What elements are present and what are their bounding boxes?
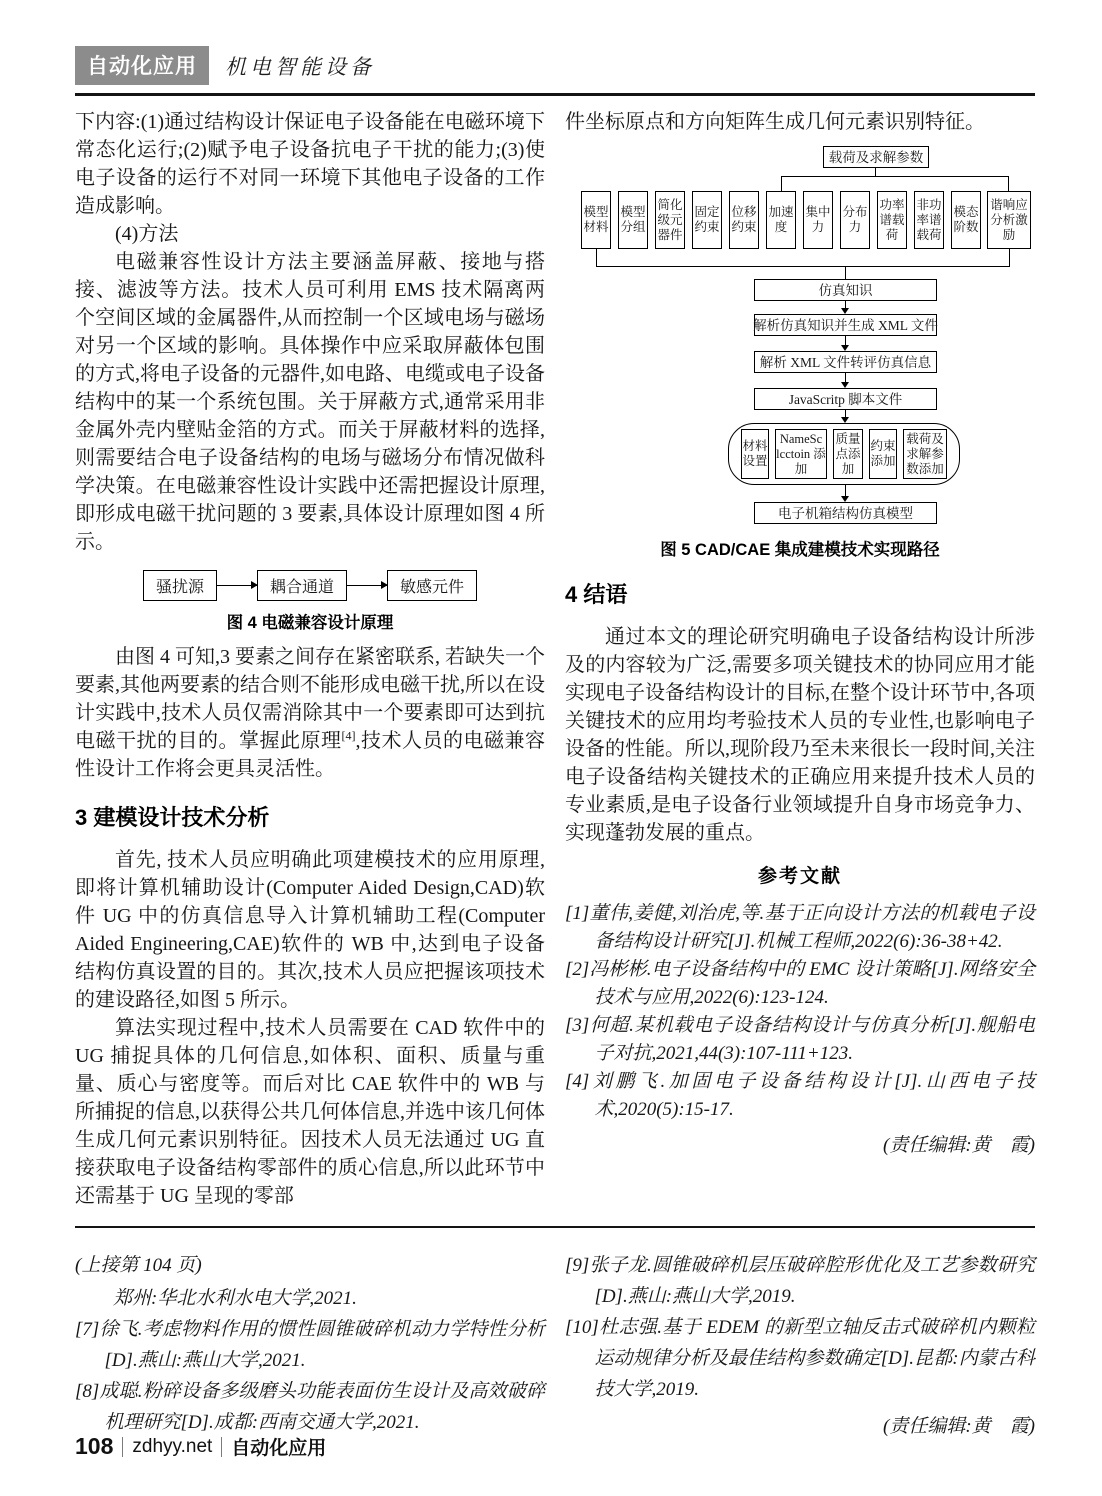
fig5-group-box: NameSc lcctoin 添加 (775, 429, 827, 479)
section-4-heading: 4 结语 (565, 582, 628, 607)
fig5-row-box: 模型分组 (618, 191, 648, 249)
paragraph: 件坐标原点和方向矩阵生成几何元素识别特征。 (565, 111, 985, 133)
fig5-row-box: 模型材料 (581, 191, 611, 249)
figure-5 (565, 144, 1035, 560)
fig5-group-box: 材料设置 (741, 429, 769, 479)
paragraph-text: 由图 4 可知,3 要素之间存在紧密联系, 若缺失一个要素,其他两要素的结合则不能形成电磁干扰,所以在设计实践中,技术人员仅需消除其中一个要素即可达到抗电磁干扰的目的。掌握此原理 (75, 646, 545, 752)
page-footer (75, 1433, 326, 1460)
fig5-row-box: 谐响应分析激励 (987, 191, 1031, 249)
arrow-right-icon (217, 585, 257, 586)
journal-website: zdhyy.net (132, 1435, 213, 1457)
fig5-row-box: 加速度 (766, 191, 796, 249)
fig5-box-parse-generate-xml: 解析仿真知识并生成 XML 文件 (754, 314, 937, 336)
right-column (565, 108, 1035, 1210)
figure-4-caption: 图 4 电磁兼容设计原理 (226, 614, 394, 632)
paragraph: 电磁兼容性设计方法主要涵盖屏蔽、接地与搭接、滤波等方法。技术人员可利用 EMS 技术隔离两个空间区域的金属器件,从而控制一个区域电场与磁场对另一个区域的影响。具体操作中应采取屏蔽体包围的方式,将电子设备的元器件,如电路、电缆或电子设备结构中的某一个系统包围。关于屏蔽方式,通常采用非金属外壳内壁贴金箔的方式。而关于屏蔽材料的选择,则需要结合电子设备结构的电场与磁场分布情况做科学决策。在电磁兼容性设计实践中还需把握设计原理, 即形成电磁干扰问题的 3 要素,具体设计原理如图 4 所示。 (75, 251, 545, 553)
figure-4-diagram (75, 570, 545, 601)
arrow-down-icon (845, 301, 846, 308)
fig5-box-load-solve-params: 载荷及求解参数 (823, 146, 929, 168)
fig5-row-box: 功率谱载荷 (877, 191, 907, 249)
reference-item: 郑州:华北水利水电大学,2021. (113, 1288, 357, 1309)
fig5-box-simulation-knowledge: 仿真知识 (754, 279, 937, 301)
continued-from-note: (上接第 104 页) (75, 1255, 202, 1276)
paragraph: 首先, 技术人员应明确此项建模技术的应用原理,即将计算机辅助设计(Computer Aided Design,CAD)软件 UG 中的仿真信息导入计算机辅助工程(Computer Aided Engineering,CAE)软件的 WB 中,达到电子设备结构仿真设置的目的。其次,技术人员应把握该项技术的建设路径,如图 5 所示。 (75, 849, 545, 1011)
editor-note: (责任编辑:黄 霞) (883, 1416, 1035, 1437)
figure-5-caption: 图 5 CAD/CAE 集成建模技术实现路径 (660, 541, 940, 559)
footer-divider (221, 1437, 222, 1457)
reference-item: [4]刘鹏飞.加固电子设备结构设计[J].山西电子技术,2020(5):15-17. (565, 1071, 1035, 1120)
fig5-box-chassis-simulation-model: 电子机箱结构仿真模型 (754, 502, 937, 524)
paragraph: (4)方法 (115, 223, 179, 245)
arrow-down-icon (845, 485, 846, 496)
fig5-connector (875, 168, 876, 176)
section-divider (75, 1226, 1035, 1228)
reference-item: [9]张子龙.圆锥破碎机层压破碎腔形优化及工艺参数研究[D].燕山:燕山大学,2019. (565, 1255, 1035, 1307)
arrow-down-icon (845, 373, 846, 382)
paragraph: 算法实现过程中,技术人员需要在 CAD 软件中的 UG 捕捉具体的几何信息,如体积、面积、质量与重量、质心与密度等。而后对比 CAE 软件中的 WB 与所捕捉的信息,以获得公共几何体信息,并选中该几何体生成几何元素识别特征。因技术人员无法通过 UG 直接获取电子设备结构零部件的质心信息,所以此环节中还需基于 UG 呈现的零部 (75, 1017, 545, 1207)
reference-item: [3]何超.某机载电子设备结构设计与仿真分析[J].舰船电子对抗,2021,44(3):107-111+123. (565, 1015, 1035, 1064)
reference-item: [1]董伟,姜健,刘治虎,等.基于正向设计方法的机载电子设备结构设计研究[J].机械工程师,2022(6):36-38+42. (565, 903, 1035, 952)
fig5-box-javascript-file: JavaScritp 脚本文件 (754, 388, 937, 410)
fig5-connector (1008, 176, 1009, 191)
figure-4 (75, 570, 545, 633)
fig5-connector (596, 266, 1010, 267)
main-content (75, 108, 1035, 1210)
fig5-rounded-group (728, 423, 960, 485)
fig5-connector (845, 266, 846, 279)
fig5-group-box: 约束添加 (869, 429, 897, 479)
editor-note: (责任编辑:黄 霞) (883, 1135, 1035, 1156)
fig5-row-box: 集中力 (803, 191, 833, 249)
paragraph: 下内容:(1)通过结构设计保证电子设备能在电磁环境下常态化运行;(2)赋予电子设备抗电子干扰的能力;(3)使电子设备的运行不对同一环境下其他电子设备的工作造成影响。 (75, 111, 545, 217)
paragraph (75, 643, 545, 783)
continued-right-column (565, 1250, 1035, 1438)
header-rule (75, 93, 1035, 96)
fig4-box-sensitive-component: 敏感元件 (387, 570, 477, 601)
arrow-down-icon (845, 410, 846, 417)
journal-badge: 自动化应用 (75, 46, 209, 85)
fig5-row-box: 简化级元器件 (655, 191, 685, 249)
reference-item: [8]成聪.粉碎设备多级磨头功能表面仿生设计及高效破碎机理研究[D].成都:西南交通大学,2021. (75, 1381, 545, 1433)
column-title: 机电智能设备 (225, 54, 375, 79)
footer-divider (122, 1437, 123, 1457)
arrow-down-icon (845, 336, 846, 345)
fig5-connector (596, 249, 597, 266)
continued-left-column (75, 1250, 545, 1438)
arrow-right-icon (347, 585, 387, 586)
fig5-connector (781, 176, 782, 191)
citation-superscript: [4] (341, 728, 356, 743)
references-title: 参考文献 (757, 866, 842, 887)
page-header (75, 46, 1035, 85)
reference-item: [7]徐飞.考虑物料作用的惯性圆锥破碎机动力学特性分析[D].燕山:燕山大学,2021. (75, 1319, 545, 1371)
paragraph: 通过本文的理论研究明确电子设备结构设计所涉及的内容较为广泛,需要多项关键技术的协同应用才能实现电子设备结构设计的目标,在整个设计环节中,各项关键技术的应用均考验技术人员的专业性,也影响电子设备的性能。所以,现阶段乃至未来很长一段时间,关注电子设备结构关键技术的正确应用来提升技术人员的专业素质,是电子设备行业领域提升自身市场竞争力、实现蓬勃发展的重点。 (565, 626, 1035, 844)
figure-5-diagram (565, 144, 1035, 528)
fig5-row-box: 固定约束 (692, 191, 722, 249)
fig4-box-disturbance-source: 骚扰源 (143, 570, 217, 601)
left-column (75, 108, 545, 1210)
fig5-connector (1009, 249, 1010, 266)
fig5-row-box: 位移约束 (729, 191, 759, 249)
fig5-connector (781, 176, 1009, 177)
fig4-box-coupling-channel: 耦合通道 (257, 570, 347, 601)
references-list (565, 900, 1035, 1124)
fig5-row-box: 非功率谱载荷 (914, 191, 944, 249)
section-3-heading: 3 建模设计技术分析 (75, 805, 270, 830)
fig5-row-box: 模态阶数 (951, 191, 981, 249)
reference-item: [10]杜志强.基于 EDEM 的新型立轴反击式破碎机内颗粒运动规律分析及最佳结构参数确定[D].昆都:内蒙古科技大学,2019. (565, 1317, 1035, 1400)
fig5-group-box: 载荷及求解参数添加 (903, 429, 947, 479)
fig5-box-parse-xml-info: 解析 XML 文件转评仿真信息 (754, 351, 937, 373)
reference-item: [2]冯彬彬.电子设备结构中的 EMC 设计策略[J].网络安全技术与应用,2022(6):123-124. (565, 959, 1035, 1008)
page-number: 108 (75, 1433, 114, 1459)
continued-section (75, 1250, 1035, 1438)
fig5-row-box: 分布力 (840, 191, 870, 249)
fig5-group-box: 质量点添加 (833, 429, 863, 479)
paragraph-text: ,技术人员的电磁兼容性设计工作将会更具灵活性。 (75, 730, 545, 780)
journal-name: 自动化应用 (231, 1438, 327, 1459)
